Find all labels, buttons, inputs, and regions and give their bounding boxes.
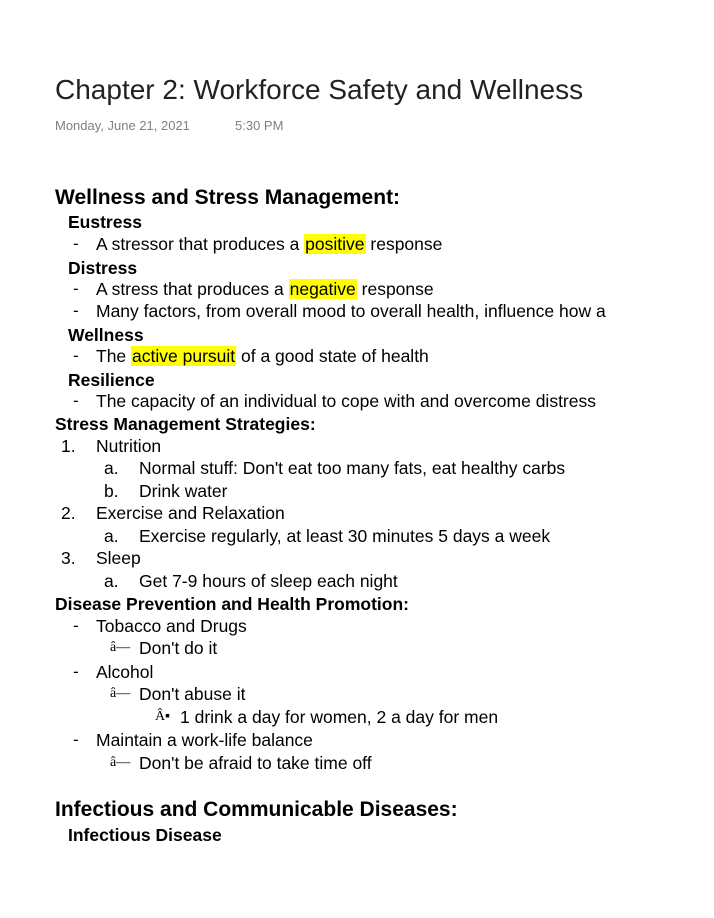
section-heading-wellness: Wellness and Stress Management:: [55, 186, 401, 209]
term-distress: Distress: [68, 258, 138, 278]
sub-bullet-marker: â—: [110, 640, 131, 655]
distress-definition: A stress that produces a negative response: [96, 279, 434, 299]
list-marker: a.: [104, 458, 119, 478]
dash-bullet: -: [73, 301, 79, 320]
dash-bullet: -: [73, 616, 79, 635]
term-eustress: Eustress: [68, 212, 142, 232]
strategies-heading: Stress Management Strategies:: [55, 414, 316, 434]
list-marker: 2.: [61, 503, 76, 523]
list-marker: a.: [104, 571, 119, 591]
list-marker: a.: [104, 526, 119, 546]
highlight-negative: negative: [289, 279, 356, 299]
list-item-sleep-hours: Get 7-9 hours of sleep each night: [139, 571, 398, 591]
list-item-exercise: Exercise and Relaxation: [96, 503, 285, 523]
term-resilience: Resilience: [68, 370, 155, 390]
wellness-definition: The active pursuit of a good state of health: [96, 346, 429, 366]
note-time: 5:30 PM: [235, 118, 284, 133]
dash-bullet: -: [73, 279, 79, 298]
item-time-off: Don't be afraid to take time off: [139, 753, 372, 773]
note-date: Monday, June 21, 2021: [55, 118, 190, 133]
sub-bullet-marker: â—: [110, 755, 131, 770]
dash-bullet: -: [73, 391, 79, 410]
list-marker: 1.: [61, 436, 76, 456]
dash-bullet: -: [73, 730, 79, 749]
page-title: Chapter 2: Workforce Safety and Wellness: [55, 74, 584, 105]
resilience-definition: The capacity of an individual to cope with and overcome distress: [96, 391, 596, 411]
item-tobacco-advice: Don't do it: [139, 638, 218, 658]
distress-factors: Many factors, from overall mood to overall health, influence how a: [96, 301, 606, 321]
dash-bullet: -: [73, 234, 79, 253]
list-item-drink-water: Drink water: [139, 481, 228, 501]
item-alcohol: Alcohol: [96, 662, 154, 682]
item-alcohol-limit: 1 drink a day for women, 2 a day for men: [180, 707, 499, 727]
list-item-nutrition: Nutrition: [96, 436, 162, 456]
list-marker: 3.: [61, 548, 76, 568]
term-wellness: Wellness: [68, 325, 144, 345]
list-item-exercise-regularly: Exercise regularly, at least 30 minutes 5 days a week: [139, 526, 551, 546]
item-work-life: Maintain a work-life balance: [96, 730, 313, 750]
prevention-heading: Disease Prevention and Health Promotion:: [55, 594, 409, 614]
highlight-positive: positive: [305, 234, 365, 254]
square-bullet-marker: Â▪: [155, 709, 171, 724]
item-alcohol-advice: Don't abuse it: [139, 684, 246, 704]
sub-bullet-marker: â—: [110, 686, 131, 701]
list-marker: b.: [104, 481, 119, 501]
dash-bullet: -: [73, 662, 79, 681]
section-heading-infectious: Infectious and Communicable Diseases:: [55, 798, 458, 821]
term-infectious-disease: Infectious Disease: [68, 825, 222, 845]
list-item-sleep: Sleep: [96, 548, 141, 568]
dash-bullet: -: [73, 346, 79, 365]
list-item-nutrition-fats: Normal stuff: Don't eat too many fats, eat healthy carbs: [139, 458, 566, 478]
eustress-definition: A stressor that produces a positive response: [96, 234, 443, 254]
item-tobacco: Tobacco and Drugs: [96, 616, 247, 636]
highlight-active-pursuit: active pursuit: [132, 346, 236, 366]
